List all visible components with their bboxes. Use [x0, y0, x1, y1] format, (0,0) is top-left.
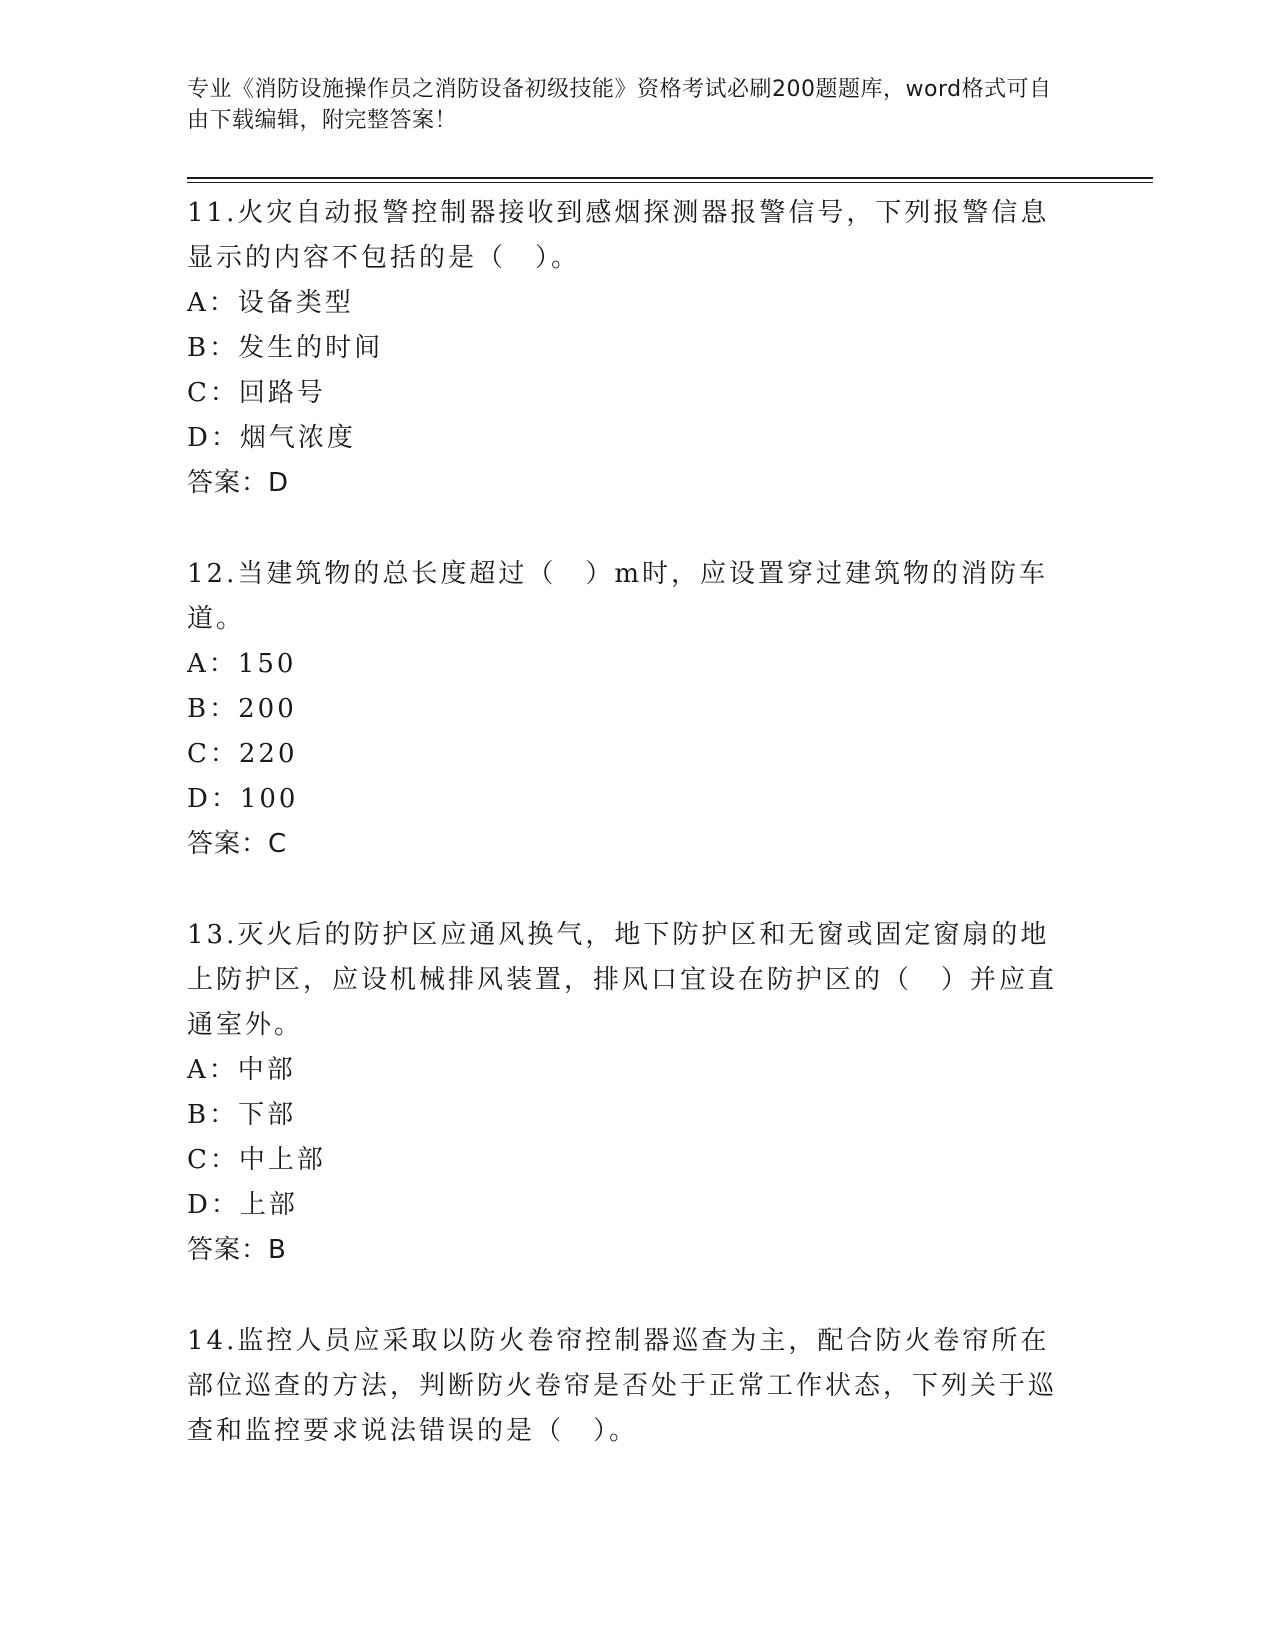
option-d: D：100 — [187, 784, 299, 814]
answer-line: 答案：B — [187, 1235, 287, 1265]
question-text: 14.监控人员应采取以防火卷帘控制器巡查为主，配合防火卷帘所在部位巡查的方法，判断防火卷帘是否处于正常工作状态，下列关于巡查和监控要求说法错误的是（ ）。 — [187, 1326, 1058, 1446]
document-header: 专业《消防设施操作员之消防设备初级技能》资格考试必刷200题题库，word格式可自由下载编辑，附完整答案！ — [187, 77, 1052, 133]
question-12 — [187, 552, 1067, 867]
question-14 — [187, 1319, 1067, 1454]
option-b: B：200 — [187, 694, 297, 724]
option-c: C：220 — [187, 739, 298, 769]
option-c: C：回路号 — [187, 378, 326, 408]
question-text: 13.灭火后的防护区应通风换气，地下防护区和无窗或固定窗扇的地上防护区，应设机械排风装置，排风口宜设在防护区的（ ）并应直通室外。 — [187, 920, 1058, 1040]
header-divider-thin — [187, 182, 1153, 183]
question-text: 11.火灾自动报警控制器接收到感烟探测器报警信号，下列报警信息显示的内容不包括的是（ ）。 — [187, 198, 1050, 273]
option-b: B：发生的时间 — [187, 333, 384, 363]
option-d: D：上部 — [187, 1190, 298, 1220]
question-text: 12.当建筑物的总长度超过（ ）m时，应设置穿过建筑物的消防车道。 — [187, 559, 1049, 634]
question-13 — [187, 913, 1067, 1273]
answer-line: 答案：C — [187, 829, 288, 859]
option-a: A：中部 — [187, 1055, 296, 1085]
question-11 — [187, 191, 1067, 506]
question-list — [187, 191, 1067, 1500]
option-a: A：设备类型 — [187, 288, 354, 318]
option-c: C：中上部 — [187, 1145, 326, 1175]
header-divider-thick — [187, 177, 1153, 179]
answer-line: 答案：D — [187, 468, 290, 498]
option-d: D：烟气浓度 — [187, 423, 356, 453]
option-b: B：下部 — [187, 1100, 297, 1130]
option-a: A：150 — [187, 649, 297, 679]
